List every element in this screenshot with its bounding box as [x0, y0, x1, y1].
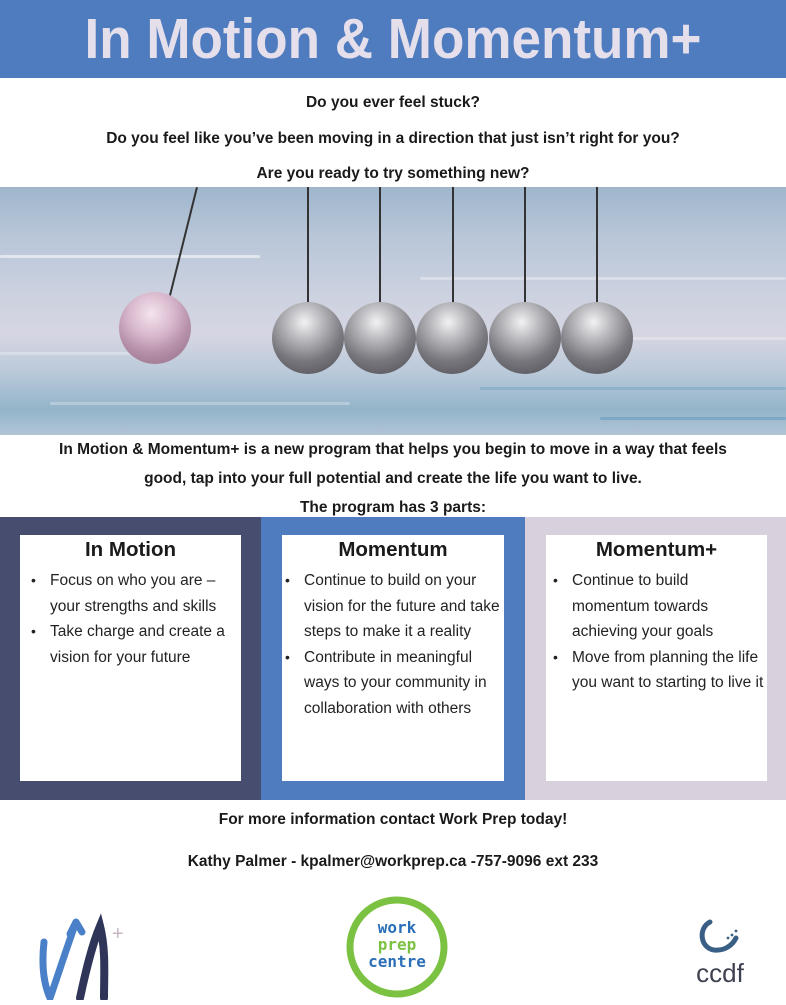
intro-line-1: In Motion & Momentum+ is a new program that helps you begin to move in a way that feels — [59, 441, 727, 458]
part-panel-momentum-plus — [525, 517, 786, 800]
question-2: Do you feel like you’ve been moving in a direction that just isn’t right for you? — [106, 130, 680, 147]
part-title: Momentum — [338, 538, 448, 561]
ccdf-text: ccdf — [696, 958, 744, 988]
newtons-cradle-image — [0, 187, 786, 435]
contact-cta: For more information contact Work Prep today! — [218, 811, 568, 828]
part-panel-in-motion — [0, 517, 261, 800]
bullet-item: • Continue to build momentum towards achieving your goals — [572, 568, 767, 645]
part-card — [546, 535, 767, 781]
bullet-item: • Focus on who you are – your strengths and skills — [50, 568, 241, 619]
part-card — [20, 535, 241, 781]
part-bullets — [282, 568, 504, 721]
page-title: In Motion & Momentum+ — [84, 7, 702, 71]
svg-text:+: + — [112, 923, 124, 945]
bullet-item: • Continue to build on your vision for the future and take steps to make it a reality — [304, 568, 504, 645]
bullet-item: • Take charge and create a vision for your future — [50, 619, 241, 670]
work-prep-centre-logo — [343, 895, 453, 1000]
question-3: Are you ready to try something new? — [256, 165, 530, 182]
ccdf-logo — [680, 918, 760, 1000]
bullet-item: • Contribute in meaningful ways to your community in collaboration with others — [304, 645, 504, 722]
logo-text-prep: prep — [377, 935, 417, 954]
part-bullets — [546, 568, 767, 696]
pink-ball — [119, 292, 191, 364]
logo-text-work: work — [377, 918, 417, 937]
ccdf-swoosh-icon — [680, 918, 760, 958]
bullet-item: • Move from planning the life you want to starting to live it — [572, 645, 767, 696]
part-title: Momentum+ — [595, 538, 718, 561]
contact-details: Kathy Palmer - kpalmer@workprep.ca -757-9096 ext 233 — [187, 853, 599, 870]
intro-line-2: good, tap into your full potential and create the life you want to live. — [144, 470, 642, 487]
part-card — [282, 535, 504, 781]
logo-text-centre: centre — [368, 952, 426, 971]
imm-logo-icon — [30, 910, 130, 1000]
parts-heading: The program has 3 parts: — [299, 499, 487, 516]
header-banner — [0, 0, 786, 78]
part-bullets — [20, 568, 241, 670]
question-1: Do you ever feel stuck? — [305, 94, 480, 111]
part-title: In Motion — [84, 538, 177, 561]
part-panel-momentum — [261, 517, 525, 800]
in-motion-logo — [30, 910, 130, 1000]
